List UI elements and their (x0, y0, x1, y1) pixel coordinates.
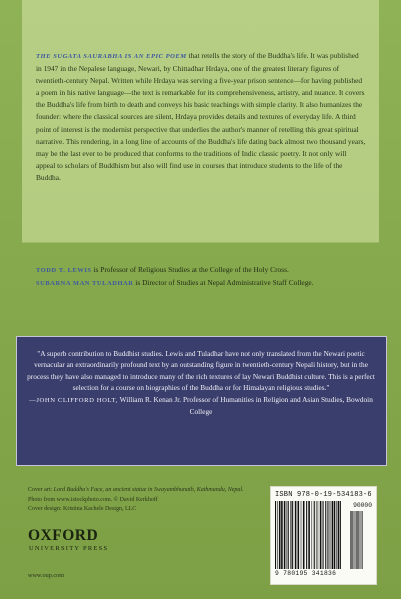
endorsement-quote: "A superb contribution to Buddhist studies. Lewis and Tuladhar have not only translated from the Newari poetic vernacular an extraordinarily profound text by an outstanding figure in twentieth-century Nepali history, but in the process they have also managed to introduce many of the rich textures of lay Newari Buddhist culture. This is a perfect selection for a course on biographies of the Buddha or for Himalayan religious studies." (27, 349, 375, 393)
barcode-bar (287, 501, 288, 569)
barcode-bar (295, 501, 297, 569)
barcode-bar (352, 511, 353, 569)
barcode-bar (340, 501, 341, 569)
cover-art-source: Photo from www.istockphoto.com. © David Kerkhoff (28, 496, 158, 503)
barcode-bar (331, 501, 332, 569)
barcode-bar (358, 511, 359, 569)
author-bio-text: is Director of Studies at Nepal Administrative Staff College. (133, 278, 314, 287)
barcode-bar (356, 511, 357, 569)
barcode-bar (303, 501, 305, 569)
barcode-bar (281, 501, 283, 569)
price-code: 90000 (353, 502, 372, 509)
author-bio (36, 277, 371, 290)
description-lead: THE SUGATA SAURABHA IS AN EPIC POEM (36, 53, 187, 60)
barcode-bar (292, 501, 293, 569)
cover-credits (28, 486, 248, 515)
barcode-bar (351, 511, 352, 569)
barcode-bar (330, 501, 331, 569)
barcode-bar (334, 501, 336, 569)
barcode-bar (318, 501, 319, 569)
author-bio (36, 264, 371, 277)
publisher-name: OXFORD (28, 527, 99, 544)
isbn-label: ISBN 978-0-19-534183-6 (275, 491, 372, 499)
cover-art-prefix: Cover art: (28, 487, 54, 493)
barcode-bar (284, 501, 286, 569)
barcode-bar (332, 501, 333, 569)
endorsement (27, 348, 375, 417)
barcode-bar (306, 501, 307, 569)
barcode-box (270, 486, 377, 585)
barcode-bar (354, 511, 355, 569)
author-name: TODD T. LEWIS (36, 267, 92, 274)
barcode-bar (275, 501, 276, 569)
publisher-url[interactable]: www.oup.com (28, 572, 65, 579)
barcode-bar (320, 501, 322, 569)
endorsement-box (16, 336, 387, 466)
publisher-logo (28, 528, 108, 552)
barcode-icon (275, 501, 347, 569)
barcode-bar (316, 501, 317, 569)
barcode-bar (361, 511, 362, 569)
barcode-bar (314, 501, 315, 569)
endorser-name: —JOHN CLIFFORD HOLT, (29, 396, 118, 404)
barcode-bar (362, 511, 363, 569)
author-bio-text: is Professor of Religious Studies at the College of the Holy Cross. (91, 265, 289, 274)
barcode-bar (355, 511, 356, 569)
book-description (36, 50, 366, 184)
author-bios (36, 264, 371, 290)
barcode-bar (290, 501, 291, 569)
barcode-bar (279, 501, 281, 569)
description-text: that retells the story of the Buddha's life. It was published in 1947 in the Nepalese language, Newari, by Chittadhar Hrdaya, one of the greatest literary figures of twentieth-century Nepal. Written while Hrdaya was serving a five-year prison sentence—for having published a poem in his native language—the text is remarkable for its comprehensiveness, artistry, and nuance. It covers the Buddha's life from birth to death and conveys his basic teachings with simple clarity. It also humanizes the founder: where the classical sources are silent, Hrdaya provides details and textures of everyday life. A third point of interest is the modernist perspective that underlies the author's manner of retelling this great spiritual narrative. This rendering, in a long line of accounts of the Buddha's life dating back almost two thousand years, may be the last ever to be produced that conforms to the traditions of Indic classic poetry. It not only will appeal to scholars of Buddhism but also will find use in courses that introduce students to the life of the Buddha. (36, 51, 366, 182)
barcode-bar (338, 501, 340, 569)
author-name: SUBARNA MAN TULADHAR (36, 280, 134, 287)
barcode-bar (357, 511, 358, 569)
barcode-bar (312, 501, 313, 569)
endorser-title: William R. Kenan Jr. Professor of Humanities in Religion and Asian Studies, Bowdoin College (117, 394, 373, 417)
barcode-digits: 9 780195 341836 (275, 570, 337, 577)
barcode-bar (298, 501, 300, 569)
barcode-bar (277, 501, 278, 569)
price-barcode-icon (350, 511, 372, 569)
barcode-bar (288, 501, 289, 569)
barcode-bar (301, 501, 302, 569)
barcode-bar (323, 501, 324, 569)
barcode-bar (336, 501, 337, 569)
barcode-bar (308, 501, 310, 569)
cover-design-credit: Cover design: Kristina Kachele Design, LLC (28, 506, 137, 512)
barcode-bar (360, 511, 361, 569)
barcode-bar (327, 501, 328, 569)
cover-art-title: Lord Buddha's Face, an ancient statue in Swayambhunath, Kathmandu, Nepal. (53, 487, 244, 493)
barcode-bar (350, 511, 351, 569)
publisher-subname: UNIVERSITY PRESS (29, 545, 109, 552)
barcode-bar (325, 501, 326, 569)
